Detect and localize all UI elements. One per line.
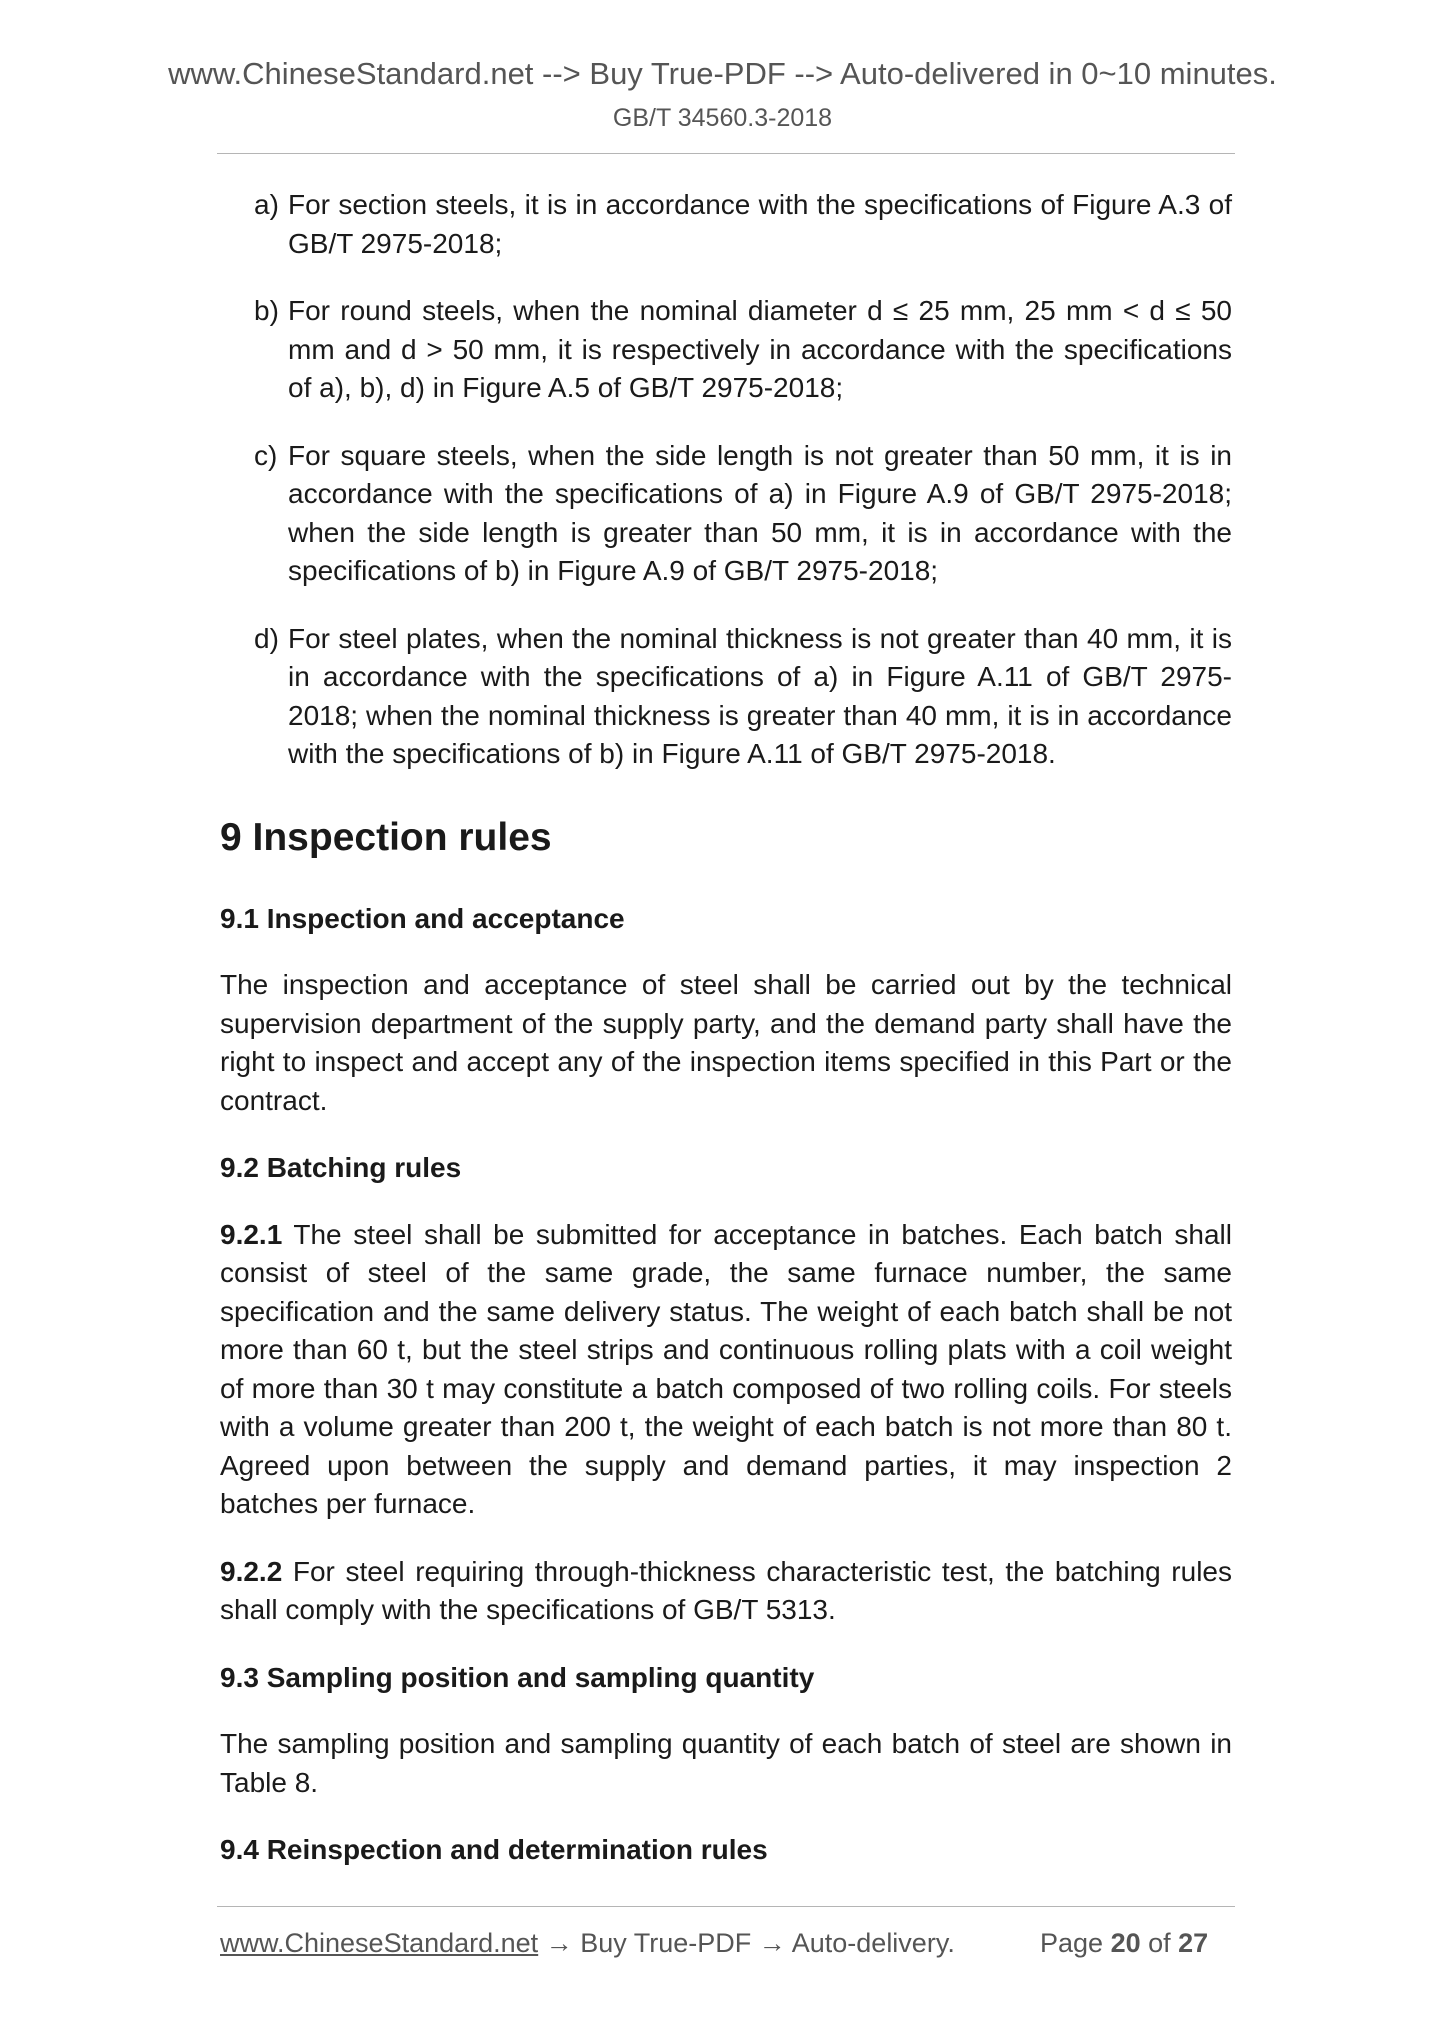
footer-text: → Buy True-PDF → Auto-delivery. xyxy=(538,1928,955,1958)
subsection-heading-9-1: 9.1 Inspection and acceptance xyxy=(220,902,625,934)
footer-left xyxy=(220,1928,955,1959)
clause-number: 9.2.2 xyxy=(220,1555,283,1587)
clause-text: The steel shall be submitted for acceptance in batches. Each batch shall consist of steel of the same grade, the same furnace number, the same specification and the same delivery status. The weight of each batch shall be not more than 60 t, but the steel strips and continuous rolling plats with a coil weight of more than 30 t may constitute a batch composed of two rolling coils. For steels with a volume greater than 200 t, the weight of each batch is not more than 80 t. Agreed upon between the supply and demand parties, it may inspection 2 batches per furnace. xyxy=(220,1218,1232,1519)
list-item xyxy=(220,292,1232,408)
list-item-text: For round steels, when the nominal diameter d ≤ 25 mm, 25 mm < d ≤ 50 mm and d > 50 mm, it is respectively in accordance with the specifications of a), b), d) in Figure A.5 of GB/T 2975-2018; xyxy=(288,295,1232,403)
list-item-text: For steel plates, when the nominal thickness is not greater than 40 mm, it is in accordance with the specifications of a) in Figure A.11 of GB/T 2975-2018; when the nominal thickness is greater than 40 mm, it is in accordance with the specifications of b) in Figure A.11 of GB/T 2975-2018. xyxy=(288,622,1232,769)
list-item xyxy=(220,620,1232,774)
paragraph-9-2-1 xyxy=(220,1216,1232,1524)
footer-site-link[interactable]: www.ChineseStandard.net xyxy=(220,1928,539,1958)
page-label: Page xyxy=(1040,1928,1111,1958)
paragraph-9-2-2 xyxy=(220,1553,1232,1630)
page-content xyxy=(220,186,1232,1898)
page-indicator xyxy=(1040,1928,1208,1959)
header-divider xyxy=(217,153,1235,154)
list-item-text: For section steels, it is in accordance with the specifications of Figure A.3 of GB/T 2975-2018; xyxy=(288,189,1232,259)
subsection-heading-9-4: 9.4 Reinspection and determination rules xyxy=(220,1834,768,1865)
list-item xyxy=(220,437,1232,591)
subsection-heading-9-2: 9.2 Batching rules xyxy=(220,1152,462,1183)
footer-divider xyxy=(217,1906,1235,1907)
page-number: 20 xyxy=(1110,1928,1141,1958)
paragraph-9-3: The sampling position and sampling quantity of each batch of steel are shown in Table 8. xyxy=(220,1728,1232,1798)
page-total: 27 xyxy=(1178,1928,1209,1958)
paragraph-9-1: The inspection and acceptance of steel shall be carried out by the technical supervision department of the supply party, and the demand party shall have the right to inspect and accept any of the inspection items specified in this Part or the contract. xyxy=(220,969,1232,1116)
clause-text: For steel requiring through-thickness characteristic test, the batching rules shall comply with the specifications of GB/T 5313. xyxy=(220,1555,1232,1625)
list-item xyxy=(220,186,1232,263)
list-marker: a) xyxy=(254,189,279,220)
subsection-heading-9-3: 9.3 Sampling position and sampling quantity xyxy=(220,1661,815,1693)
standard-id: GB/T 34560.3-2018 xyxy=(612,104,833,132)
of-label: of xyxy=(1140,1928,1179,1958)
header-banner: www.ChineseStandard.net --> Buy True-PDF --> Auto-delivered in 0~10 minutes. xyxy=(168,56,1277,91)
list-marker: b) xyxy=(254,295,279,326)
clause-number: 9.2.1 xyxy=(220,1218,283,1250)
list-marker: c) xyxy=(254,439,278,471)
list-item-text: For square steels, when the side length is not greater than 50 mm, it is in accordance with the specifications of a) in Figure A.9 of GB/T 2975-2018; when the side length is greater than 50 mm, it is in accordance with the specifications of b) in Figure A.9 of GB/T 2975-2018; xyxy=(288,439,1232,586)
list-marker: d) xyxy=(254,622,279,654)
section-heading: 9 Inspection rules xyxy=(220,815,552,859)
